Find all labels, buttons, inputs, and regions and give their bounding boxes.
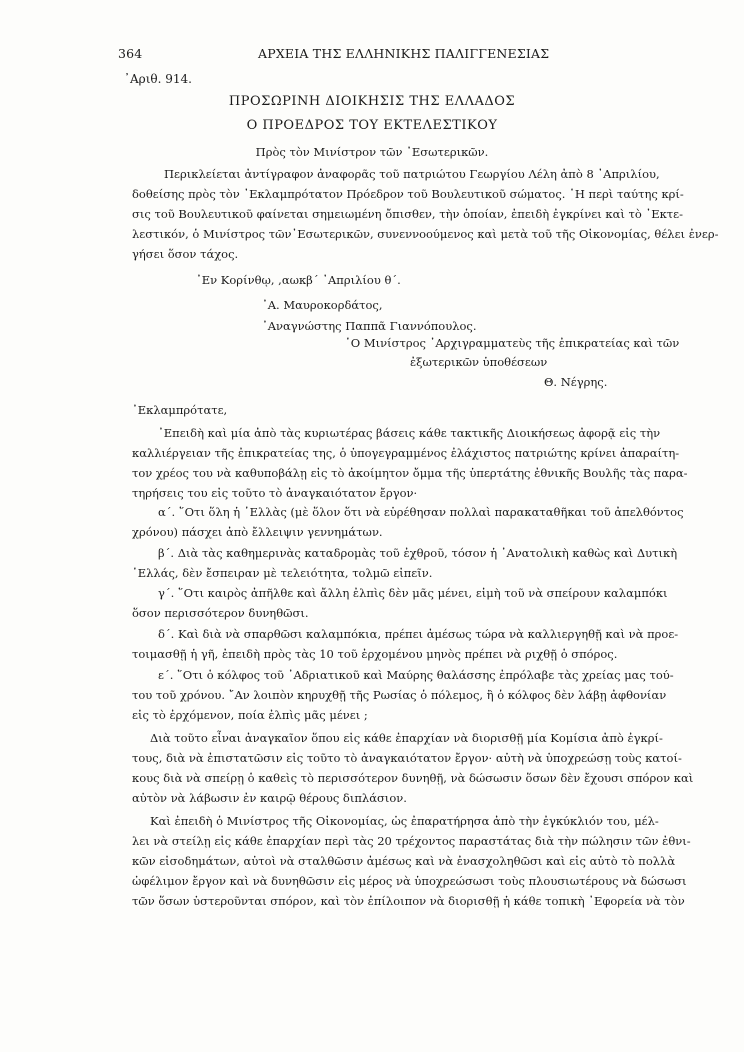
body-line: δοθείσης πρὸς τὸν ᾿Εκλαμπρότατον Πρόεδρον τοῦ Βουλευτικοῦ σώματος. ῾Η περὶ ταύτης κρί- — [132, 187, 684, 201]
body-line: σις τοῦ Βουλευτικοῦ φαίνεται σημειωμένη ὄπισθεν, τὴν ὁποίαν, ἐπειδὴ ἐγκρίνει καὶ τὸ ᾿Εκτε- — [132, 207, 683, 221]
running-title: ΑΡΧΕΙΑ ΤΗΣ ΕΛΛΗΝΙΚΗΣ ΠΑΛΙΓΓΕΝΕΣΙΑΣ — [258, 46, 550, 61]
signatory: ᾿Α. Μαυροκορδάτος, — [262, 298, 383, 312]
body-line: β´. Διὰ τὰς καθημερινὰς καταδρομὰς τοῦ ἐχθροῦ, τόσον ἡ ᾿Ανατολικὴ καθὼς καὶ Δυτικὴ — [158, 546, 678, 560]
body-line: τον χρέος του νὰ καθυποβάλῃ εἰς τὸ ἀκοίμητον ὄμμα τῆς ὑπερτάτης ἐθνικῆς Βουλῆς τὰς παρα- — [132, 466, 688, 480]
body-line: κῶν εἰσοδημάτων, αὐτοὶ νὰ σταλθῶσιν ἀμέσως καὶ νὰ ἐνασχοληθῶσι καὶ εἰς αὐτὸ τὸ πολλὰ — [132, 854, 676, 868]
body-line: κους διὰ νὰ σπείρῃ ὁ καθεὶς τὸ περισσότερον δυνηθῇ, νὰ δώσωσιν ὅσων δὲν ἔχουσι σπόρον καὶ — [132, 771, 694, 785]
body-line: ὅσον περισσότερον δυνηθῶσι. — [132, 606, 309, 620]
body-line: ε´. ῞Οτι ὁ κόλφος τοῦ ᾿Αδριατικοῦ καὶ Μαύρης θαλάσσης ἐπρόλαβε τὰς χρείας μας τού- — [158, 668, 674, 682]
countersign-line: ἐξωτερικῶν ὑποθέσεων — [410, 355, 548, 369]
page-number: 364 — [118, 46, 143, 61]
body-line: Διὰ τοῦτο εἶναι ἀναγκαῖον ὅπου εἰς κάθε ἐπαρχίαν νὰ διορισθῇ μία Κομίσια ἀπὸ ἐγκρί- — [150, 731, 663, 745]
body-line: α´. ῞Οτι ὅλη ἡ ῾Ελλὰς (μὲ ὅλον ὅτι νὰ εὑρέθησαν πολλαὶ παρακαταθῆκαι τοῦ ἀπελθόντος — [158, 505, 684, 519]
heading-provisional-government: ΠΡΟΣΩΡΙΝΗ ΔΙΟΙΚΗΣΙΣ ΤΗΣ ΕΛΛΑΔΟΣ — [228, 94, 516, 109]
body-line: τηρήσεις του εἰς τοῦτο τὸ ἀναγκαιότατον ἔργον· — [132, 486, 418, 500]
countersign-line: ῾Ο Μινίστρος ᾿Αρχιγραμματεὺς τῆς ἐπικρατείας καὶ τῶν — [345, 336, 680, 350]
addressee: Πρὸς τὸν Μινίστρον τῶν ᾿Εσωτερικῶν. — [255, 145, 489, 159]
document-number: ᾿Αριθ. 914. — [124, 72, 192, 86]
body-line: τους, διὰ νὰ ἐπιστατῶσιν εἰς τοῦτο τὸ ἀναγκαιότατον ἔργον· αὐτὴ νὰ ὑποχρεώσῃ τοὺς κατοί- — [132, 751, 682, 765]
body-line: Περικλείεται ἀντίγραφον ἀναφορᾶς τοῦ πατριώτου Γεωργίου Λέλη ἀπὸ 8 ᾿Απριλίου, — [164, 167, 660, 181]
body-line: ῾Ελλάς, δὲν ἔσπειραν μὲ τελειότητα, τολμῶ εἰπεῖν. — [132, 566, 433, 580]
body-line: τῶν ὅσων ὑστεροῦνται σπόρον, καὶ τὸν ἐπίλοιπον νὰ διορισθῇ ἡ κάθε τοπικὴ ᾿Εφορεία νὰ τὸν — [132, 894, 685, 908]
body-line: καλλιέργειαν τῆς ἐπικρατείας της, ὁ ὑπογεγραμμένος ἐλάχιστος πατριώτης κρίνει ἀπαραίτη- — [132, 446, 680, 460]
heading-president-executive: Ο ΠΡΟΕΔΡΟΣ ΤΟΥ ΕΚΤΕΛΕΣΤΙΚΟΥ — [246, 118, 498, 133]
body-line: του τοῦ χρόνου. ῎Αν λοιπὸν κηρυχθῇ τῆς Ρωσίας ὁ πόλεμος, ἢ ὁ κόλφος δὲν λάβῃ ἀφθονίαν — [132, 688, 667, 702]
place-date: ᾿Εν Κορίνθῳ, ,αωκβ´ ᾿Απριλίου θ´. — [196, 273, 401, 287]
body-line: αὐτὸν νὰ λάβωσιν ἐν καιρῷ θέρους διπλάσιον. — [132, 791, 407, 805]
body-line: γήσει ὅσον τάχος. — [132, 247, 239, 261]
body-line: λεστικόν, ὁ Μινίστρος τῶν᾿Εσωτερικῶν, συνεννοούμενος καὶ μετὰ τοῦ τῆς Οἰκονομίας, θέλει ἐνερ- — [132, 227, 719, 241]
body-line: ᾿Επειδὴ καὶ μία ἀπὸ τὰς κυριωτέρας βάσεις κάθε τακτικῆς Διοικήσεως ἀφορᾷ εἰς τὴν — [158, 426, 661, 440]
body-line: εἰς τὸ ἐρχόμενον, ποία ἐλπὶς μᾶς μένει ; — [132, 708, 368, 722]
body-line: λει νὰ στείλῃ εἰς κάθε ἐπαρχίαν περὶ τὰς 20 τρέχοντος παραστάτας διὰ τὴν πώλησιν τῶν ἐθνι- — [132, 834, 691, 848]
countersign-name: Θ. Νέγρης. — [544, 375, 608, 389]
body-line: ὠφέλιμον ἔργον καὶ νὰ δυνηθῶσιν εἰς μέρος νὰ ὑποχρεώσωσι τοὺς πλουσιωτέρους νὰ δώσωσι — [132, 874, 687, 888]
salutation: ᾿Εκλαμπρότατε, — [132, 403, 228, 417]
body-line: τοιμασθῇ ἡ γῆ, ἐπειδὴ πρὸς τὰς 10 τοῦ ἐρχομένου μηνὸς πρέπει νὰ ριχθῇ ὁ σπόρος. — [132, 647, 618, 661]
body-line: γ´. ῞Οτι καιρὸς ἀπῆλθε καὶ ἄλλη ἐλπὶς δὲν μᾶς μένει, εἰμὴ τοῦ νὰ σπείρουν καλαμπόκι — [158, 586, 668, 600]
body-line: δ´. Καὶ διὰ νὰ σπαρθῶσι καλαμπόκια, πρέπει ἀμέσως τώρα νὰ καλλιεργηθῇ καὶ νὰ προε- — [158, 627, 679, 641]
body-line: Καὶ ἐπειδὴ ὁ Μινίστρος τῆς Οἰκονομίας, ὡς ἐπαρατήρησα ἀπὸ τὴν ἐγκύκλιόν του, μέλ- — [150, 814, 659, 828]
signatory: ᾿Αναγνώστης Παππᾶ Γιαννόπουλος. — [262, 319, 477, 333]
body-line: χρόνου) πάσχει ἀπὸ ἔλλειψιν γεννημάτων. — [132, 525, 383, 539]
